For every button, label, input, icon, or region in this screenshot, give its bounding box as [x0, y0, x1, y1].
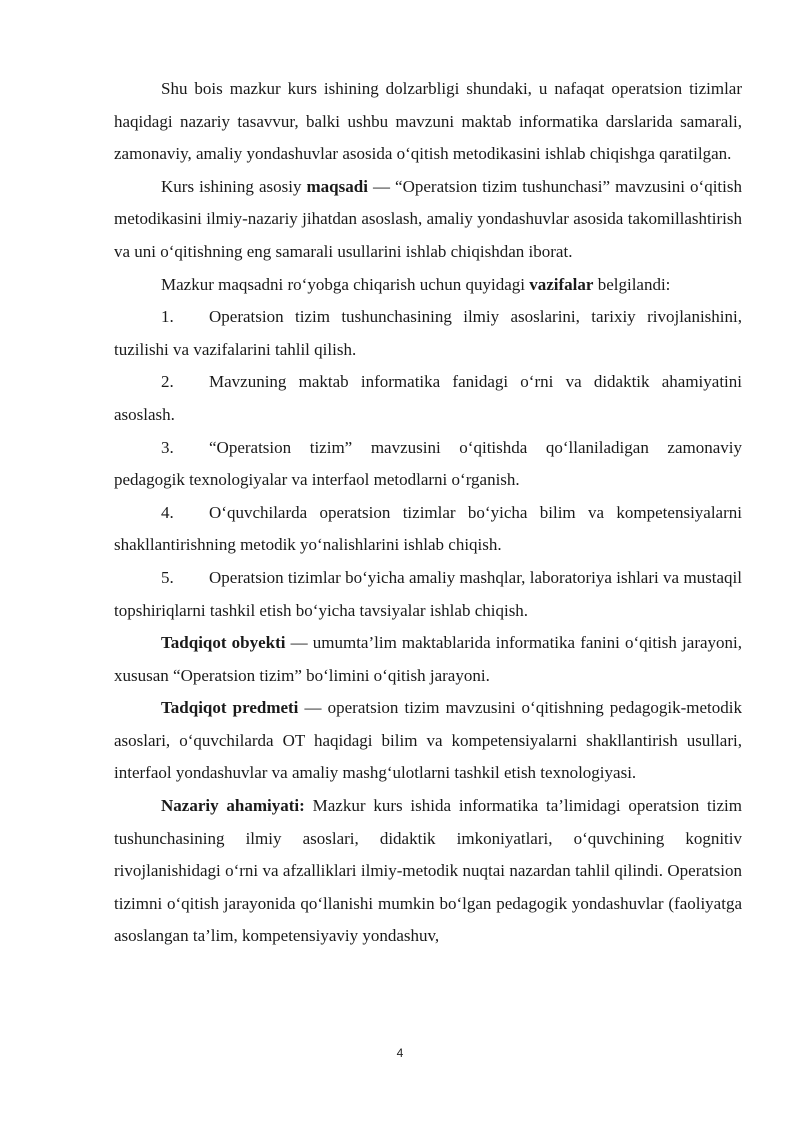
goal-keyword: maqsadi — [306, 176, 368, 196]
task-text: “Operatsion tizim” mavzusini o‘qitishda qo‘llaniladigan zamonaviy pedagogik texnologiyalar va interfaol metodlarni o‘rganish. — [114, 437, 742, 490]
research-object-label: Tadqiqot obyekti — [161, 633, 286, 653]
paragraph-goal — [114, 171, 742, 269]
goal-text: — “Operatsion tizim tushunchasi” mavzusini o‘qitish metodikasini ilmiy-nazariy jihatdan asoslash, amaliy yondashuvlar asosida takomillashtirish va uni o‘qitishning eng samarali usullarini ishlab chiqishdan iborat. — [114, 176, 742, 261]
task-text: Operatsion tizimlar bo‘yicha amaliy mashqlar, laboratoriya ishlari va mustaqil topshiriqlarni tashkil etish bo‘yicha tavsiyalar ishlab chiqish. — [114, 567, 742, 620]
task-number: 1. — [161, 307, 174, 327]
tasks-rest: belgilandi: — [593, 274, 671, 294]
task-text: O‘quvchilarda operatsion tizimlar bo‘yicha bilim va kompetensiyalarni shakllantirishning metodik yo‘nalishlarini ishlab chiqish. — [114, 502, 742, 555]
theoretical-significance-label: Nazariy ahamiyati: — [161, 796, 305, 816]
page-number: 4 — [396, 1046, 404, 1060]
goal-lead: Kurs ishining asosiy — [161, 176, 307, 196]
task-number: 2. — [161, 372, 174, 392]
task-item — [114, 366, 742, 431]
paragraph-relevance: Shu bois mazkur kurs ishining dolzarbligi shundaki, u nafaqat operatsion tizimlar haqidagi nazariy tasavvur, balki ushbu mavzuni maktab informatika darslarida samarali, zamonaviy, amaliy yondashuvlar asosida o‘qitish metodikasini ishlab chiqishga qaratilgan. — [114, 79, 742, 164]
paragraph-theoretical-significance — [114, 790, 742, 953]
paragraph-research-object — [114, 627, 742, 692]
task-text: Mavzuning maktab informatika fanidagi o‘rni va didaktik ahamiyatini asoslash. — [114, 372, 742, 424]
task-item — [114, 497, 742, 562]
research-subject-text: — operatsion tizim mavzusini o‘qitishning pedagogik-metodik asoslari, o‘quvchilarda OT haqidagi bilim va kompetensiyalarni shakllantirish usullari, interfaol yondashuvlar va amaliy mashg‘ulotlarni tashkil etish texnologiyasi. — [114, 698, 742, 783]
task-item — [114, 432, 742, 497]
paragraph-research-subject — [114, 692, 742, 790]
task-item — [114, 301, 742, 366]
tasks-lead: Mazkur maqsadni ro‘yobga chiqarish uchun quyidagi — [161, 274, 530, 294]
tasks-keyword: vazifalar — [529, 274, 594, 294]
paragraph-tasks-intro — [114, 269, 742, 302]
theoretical-significance-text: Mazkur kurs ishida informatika ta’limidagi operatsion tizim tushunchasining ilmiy asoslari, didaktik imkoniyatlari, o‘quvchining kognitiv rivojlanishidagi o‘rni va afzalliklari ilmiy-metodik nuqtai nazardan tahlil qilindi. Operatsion tizimni o‘qitish jarayonida qo‘llanishi mumkin bo‘lgan pedagogik yondashuvlar (faoliyatga asoslangan ta’lim, kompetensiyaviy yondashuv, — [114, 796, 742, 946]
document-body — [114, 73, 742, 953]
task-number: 3. — [161, 437, 174, 457]
task-number: 4. — [161, 502, 174, 522]
task-number: 5. — [161, 567, 174, 587]
research-object-text: — umumta’lim maktablarida informatika fanini o‘qitish jarayoni, xususan “Operatsion tizim” bo‘limini o‘qitish jarayoni. — [114, 633, 742, 685]
task-text: Operatsion tizim tushunchasining ilmiy asoslarini, tarixiy rivojlanishini, tuzilishi va vazifalarini tahlil qilish. — [114, 307, 742, 359]
research-subject-label: Tadqiqot predmeti — [161, 698, 299, 718]
task-item — [114, 562, 742, 627]
